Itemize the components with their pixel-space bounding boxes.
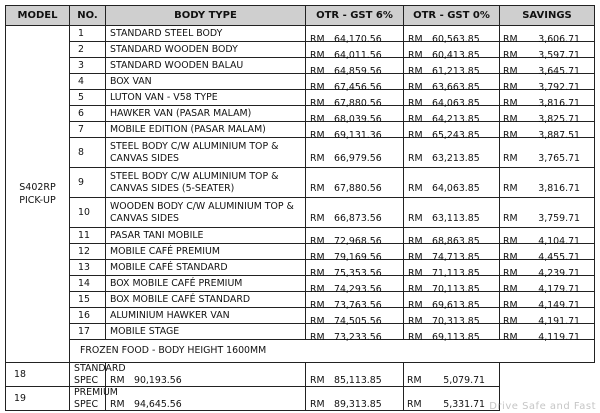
savings <box>404 363 500 387</box>
currency-label: RM <box>408 49 423 61</box>
savings-value: 3,759.71 <box>538 212 580 224</box>
table-row <box>6 58 595 74</box>
savings <box>500 138 595 168</box>
otr-gst0 <box>404 228 500 247</box>
table-row <box>6 168 595 198</box>
body-type: ALUMINIUM HAWKER VAN <box>106 308 306 324</box>
body-type: STANDARD STEEL BODY <box>106 26 306 42</box>
savings-value: 4,191.71 <box>538 315 580 327</box>
otr-gst0-value: 63,113.85 <box>432 212 480 224</box>
otr-gst0 <box>404 74 500 93</box>
currency-label: RM <box>503 65 518 77</box>
currency-label: RM <box>503 251 518 263</box>
otr-gst6-value: 68,039.56 <box>334 113 382 125</box>
body-type: LUTON VAN - V58 TYPE <box>106 90 306 106</box>
currency-label: RM <box>310 182 325 194</box>
currency-label: RM <box>310 374 325 386</box>
currency-label: RM <box>310 97 325 109</box>
currency-label: RM <box>408 331 423 343</box>
otr-gst6 <box>306 90 404 109</box>
row-number: 17 <box>70 324 106 340</box>
otr-gst6-value: 94,645.56 <box>134 398 182 410</box>
otr-gst6-value: 69,131.36 <box>334 129 382 141</box>
row-number: 15 <box>70 292 106 308</box>
currency-label: RM <box>503 97 518 109</box>
currency-label: RM <box>408 65 423 77</box>
table-row <box>6 74 595 90</box>
currency-label: RM <box>310 283 325 295</box>
otr-gst6-value: 67,880.56 <box>334 97 382 109</box>
currency-label: RM <box>310 315 325 327</box>
body-type: MOBILE STAGE <box>106 324 306 340</box>
currency-label: RM <box>503 331 518 343</box>
currency-label: RM <box>408 97 423 109</box>
savings-value: 3,816.71 <box>538 97 580 109</box>
header-model: MODEL <box>6 6 70 26</box>
otr-gst6-value: 90,193.56 <box>134 374 182 386</box>
currency-label: RM <box>310 152 325 164</box>
currency-label: RM <box>408 251 423 263</box>
table-row <box>6 244 595 260</box>
otr-gst6 <box>306 308 404 327</box>
savings-value: 3,825.71 <box>538 113 580 125</box>
body-type: HAWKER VAN (PASAR MALAM) <box>106 106 306 122</box>
row-number: 7 <box>70 122 106 138</box>
otr-gst0 <box>404 168 500 198</box>
body-type: BOX MOBILE CAFÉ PREMIUM <box>106 276 306 292</box>
currency-label: RM <box>408 81 423 93</box>
savings <box>500 74 595 93</box>
currency-label: RM <box>503 33 518 45</box>
otr-gst6-value: 74,505.56 <box>334 315 382 327</box>
table-row <box>6 198 595 228</box>
otr-gst6 <box>106 363 306 387</box>
watermark: Drive Safe and Fast <box>489 401 596 412</box>
otr-gst0 <box>404 90 500 109</box>
row-number: 4 <box>70 74 106 90</box>
body-type: MOBILE EDITION (PASAR MALAM) <box>106 122 306 138</box>
currency-label: RM <box>503 129 518 141</box>
currency-label: RM <box>310 398 325 410</box>
table-row <box>6 90 595 106</box>
row-number: 13 <box>70 260 106 276</box>
currency-label: RM <box>503 152 518 164</box>
body-type: STANDARD WOODEN BALAU <box>106 58 306 74</box>
savings <box>500 308 595 327</box>
currency-label: RM <box>310 81 325 93</box>
header-no: NO. <box>70 6 106 26</box>
currency-label: RM <box>503 267 518 279</box>
savings <box>500 122 595 141</box>
body-type: BOX VAN <box>106 74 306 90</box>
body-type: MOBILE CAFÉ STANDARD <box>106 260 306 276</box>
currency-label: RM <box>408 283 423 295</box>
header-row <box>6 6 595 26</box>
otr-gst6-value: 73,763.56 <box>334 299 382 311</box>
otr-gst6 <box>306 168 404 198</box>
currency-label: RM <box>408 129 423 141</box>
otr-gst6-value: 64,170.56 <box>334 33 382 45</box>
currency-label: RM <box>407 374 422 386</box>
currency-label: RM <box>408 299 423 311</box>
currency-label: RM <box>503 212 518 224</box>
body-type: PASAR TANI MOBILE <box>106 228 306 244</box>
currency-label: RM <box>503 283 518 295</box>
savings <box>500 244 595 263</box>
header-savings: SAVINGS <box>500 6 595 26</box>
savings <box>500 58 595 77</box>
otr-gst6 <box>306 58 404 77</box>
row-number: 6 <box>70 106 106 122</box>
currency-label: RM <box>503 49 518 61</box>
table-row <box>6 363 595 387</box>
otr-gst6 <box>306 260 404 279</box>
body-type: MOBILE CAFÉ PREMIUM <box>106 244 306 260</box>
otr-gst6 <box>306 292 404 311</box>
otr-gst6-value: 73,233.56 <box>334 331 382 343</box>
otr-gst6 <box>306 244 404 263</box>
otr-gst6 <box>306 138 404 168</box>
otr-gst0 <box>404 106 500 125</box>
otr-gst0-value: 63,213.85 <box>432 152 480 164</box>
table-row <box>6 106 595 122</box>
otr-gst0 <box>306 363 404 387</box>
row-number: 9 <box>70 168 106 198</box>
otr-gst6 <box>306 42 404 61</box>
row-number: 5 <box>70 90 106 106</box>
row-number: 1 <box>70 26 106 42</box>
savings-value: 3,597.71 <box>538 49 580 61</box>
savings <box>500 228 595 247</box>
otr-gst0 <box>404 308 500 327</box>
otr-gst0-value: 69,613.85 <box>432 299 480 311</box>
savings-value: 3,887.51 <box>538 129 580 141</box>
model-variant: PICK-UP <box>19 195 56 206</box>
savings-value: 4,104.71 <box>538 235 580 247</box>
otr-gst0-value: 68,863.85 <box>432 235 480 247</box>
otr-gst6 <box>306 74 404 93</box>
currency-label: RM <box>310 33 325 45</box>
otr-gst0-value: 71,113.85 <box>432 267 480 279</box>
otr-gst0 <box>404 244 500 263</box>
otr-gst6 <box>306 26 404 45</box>
otr-gst0-value: 74,713.85 <box>432 251 480 263</box>
otr-gst6 <box>306 324 404 343</box>
currency-label: RM <box>310 267 325 279</box>
savings <box>500 324 595 343</box>
otr-gst0-value: 61,213.85 <box>432 65 480 77</box>
currency-label: RM <box>503 299 518 311</box>
currency-label: RM <box>310 49 325 61</box>
currency-label: RM <box>407 398 422 410</box>
savings-value: 5,331.71 <box>443 398 485 410</box>
currency-label: RM <box>310 129 325 141</box>
savings <box>500 106 595 125</box>
table-row <box>6 276 595 292</box>
row-number: 18 <box>6 363 70 387</box>
currency-label: RM <box>310 251 325 263</box>
table-row <box>6 260 595 276</box>
currency-label: RM <box>408 315 423 327</box>
otr-gst6-value: 64,859.56 <box>334 65 382 77</box>
body-type: STEEL BODY C/W ALUMINIUM TOP & CANVAS SIDES (5-SEATER) <box>106 168 306 198</box>
otr-gst0 <box>404 58 500 77</box>
otr-gst6-value: 64,011.56 <box>334 49 382 61</box>
header-body-type: BODY TYPE <box>106 6 306 26</box>
currency-label: RM <box>408 235 423 247</box>
savings-value: 4,149.71 <box>538 299 580 311</box>
table-row <box>6 292 595 308</box>
otr-gst0-value: 64,063.85 <box>432 97 480 109</box>
currency-label: RM <box>408 182 423 194</box>
row-number: 8 <box>70 138 106 168</box>
otr-gst6-value: 67,880.56 <box>334 182 382 194</box>
otr-gst6-value: 74,293.56 <box>334 283 382 295</box>
section-label: FROZEN FOOD - BODY HEIGHT 1600MM <box>70 340 595 363</box>
table-row <box>6 122 595 138</box>
currency-label: RM <box>408 152 423 164</box>
currency-label: RM <box>310 65 325 77</box>
row-number: 19 <box>6 387 70 411</box>
otr-gst6 <box>306 228 404 247</box>
currency-label: RM <box>310 235 325 247</box>
savings-value: 3,816.71 <box>538 182 580 194</box>
otr-gst6 <box>106 387 306 411</box>
body-type: STEEL BODY C/W ALUMINIUM TOP & CANVAS SIDES <box>106 138 306 168</box>
otr-gst0 <box>404 198 500 228</box>
otr-gst0-value: 85,113.85 <box>334 374 382 386</box>
otr-gst0-value: 70,313.85 <box>432 315 480 327</box>
body-type: STANDARD WOODEN BODY <box>106 42 306 58</box>
row-number: 10 <box>70 198 106 228</box>
currency-label: RM <box>310 299 325 311</box>
otr-gst0 <box>404 42 500 61</box>
currency-label: RM <box>310 331 325 343</box>
otr-gst0 <box>404 276 500 295</box>
row-number: 14 <box>70 276 106 292</box>
otr-gst0 <box>306 387 404 411</box>
savings-value: 4,455.71 <box>538 251 580 263</box>
otr-gst0-value: 65,243.85 <box>432 129 480 141</box>
otr-gst6 <box>306 276 404 295</box>
savings <box>500 198 595 228</box>
price-table <box>5 5 595 411</box>
savings-value: 5,079.71 <box>443 374 485 386</box>
otr-gst6 <box>306 122 404 141</box>
otr-gst6-value: 72,968.56 <box>334 235 382 247</box>
otr-gst0-value: 64,213.85 <box>432 113 480 125</box>
model-name: S402RP <box>19 182 56 193</box>
savings-value: 3,765.71 <box>538 152 580 164</box>
otr-gst6 <box>306 198 404 228</box>
currency-label: RM <box>503 235 518 247</box>
otr-gst0-value: 63,663.85 <box>432 81 480 93</box>
currency-label: RM <box>310 113 325 125</box>
savings <box>500 168 595 198</box>
otr-gst0-value: 69,113.85 <box>432 331 480 343</box>
savings <box>500 260 595 279</box>
row-number: 16 <box>70 308 106 324</box>
otr-gst0 <box>404 122 500 141</box>
savings <box>500 90 595 109</box>
currency-label: RM <box>503 81 518 93</box>
otr-gst6-value: 67,456.56 <box>334 81 382 93</box>
body-type: BOX MOBILE CAFÉ STANDARD <box>106 292 306 308</box>
otr-gst0 <box>404 26 500 45</box>
table-row <box>6 324 595 340</box>
table-row <box>6 138 595 168</box>
otr-gst0-value: 89,313.85 <box>334 398 382 410</box>
savings <box>404 387 500 411</box>
savings <box>500 42 595 61</box>
otr-gst6-value: 66,873.56 <box>334 212 382 224</box>
otr-gst0 <box>404 138 500 168</box>
savings <box>500 276 595 295</box>
otr-gst6 <box>306 106 404 125</box>
savings-value: 4,179.71 <box>538 283 580 295</box>
currency-label: RM <box>503 113 518 125</box>
savings <box>500 26 595 45</box>
header-otr-gst6: OTR - GST 6% <box>306 6 404 26</box>
otr-gst0 <box>404 324 500 343</box>
otr-gst6-value: 79,169.56 <box>334 251 382 263</box>
body-type: PREMIUM SPEC <box>70 387 106 411</box>
otr-gst6-value: 66,979.56 <box>334 152 382 164</box>
savings-value: 4,119.71 <box>538 331 580 343</box>
row-number: 12 <box>70 244 106 260</box>
savings-value: 3,792.71 <box>538 81 580 93</box>
currency-label: RM <box>408 113 423 125</box>
otr-gst0-value: 70,113.85 <box>432 283 480 295</box>
body-type: WOODEN BODY C/W ALUMINIUM TOP & CANVAS SIDES <box>106 198 306 228</box>
savings-value: 4,239.71 <box>538 267 580 279</box>
table-row <box>6 26 595 42</box>
otr-gst0 <box>404 260 500 279</box>
otr-gst6-value: 75,353.56 <box>334 267 382 279</box>
otr-gst0-value: 60,563.85 <box>432 33 480 45</box>
currency-label: RM <box>110 374 125 386</box>
otr-gst0 <box>404 292 500 311</box>
model-cell <box>6 26 70 363</box>
table-row <box>6 228 595 244</box>
table-row <box>6 42 595 58</box>
currency-label: RM <box>503 315 518 327</box>
otr-gst0-value: 64,063.85 <box>432 182 480 194</box>
currency-label: RM <box>408 267 423 279</box>
row-number: 11 <box>70 228 106 244</box>
currency-label: RM <box>310 212 325 224</box>
savings <box>500 292 595 311</box>
header-otr-gst0: OTR - GST 0% <box>404 6 500 26</box>
savings-value: 3,645.71 <box>538 65 580 77</box>
currency-label: RM <box>408 212 423 224</box>
table-row <box>6 308 595 324</box>
currency-label: RM <box>110 398 125 410</box>
currency-label: RM <box>503 182 518 194</box>
otr-gst0-value: 60,413.85 <box>432 49 480 61</box>
row-number: 2 <box>70 42 106 58</box>
savings-value: 3,606.71 <box>538 33 580 45</box>
body-type: STANDARD SPEC <box>70 363 106 387</box>
currency-label: RM <box>408 33 423 45</box>
row-number: 3 <box>70 58 106 74</box>
